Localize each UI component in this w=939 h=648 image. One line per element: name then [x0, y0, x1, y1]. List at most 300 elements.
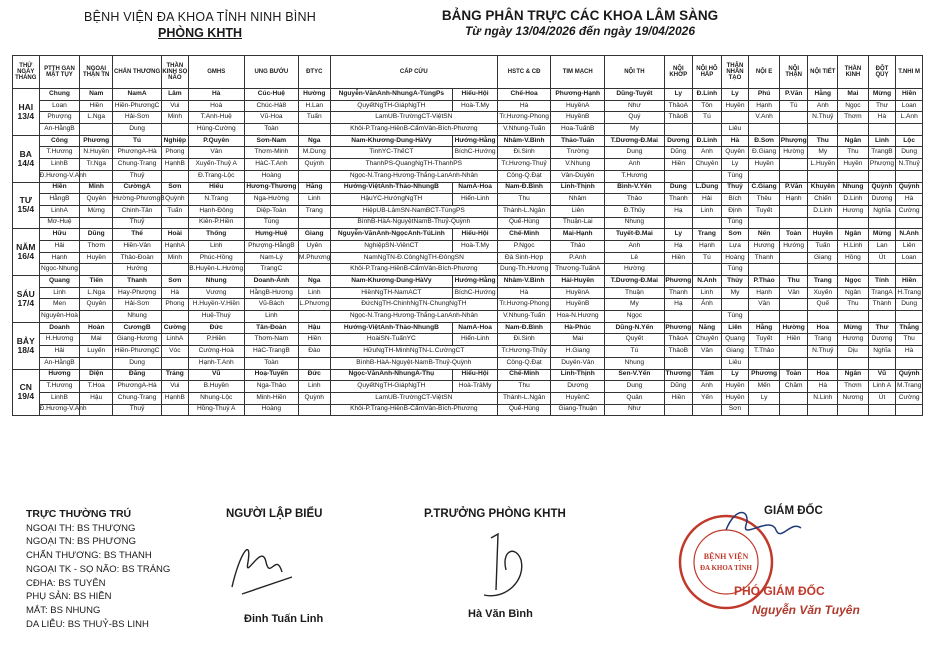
duty-cell: Lâm — [162, 89, 189, 101]
column-header: HSTC & CĐ — [498, 56, 551, 89]
table-row — [13, 124, 923, 136]
duty-cell: Sơn — [162, 276, 189, 288]
duty-cell: Hoàng — [721, 252, 749, 264]
duty-cell — [693, 311, 722, 323]
duty-cell: Bình-V.Yến — [605, 182, 664, 194]
duty-cell — [664, 124, 693, 136]
duty-cell: Tính — [868, 276, 896, 288]
duty-cell — [808, 217, 838, 229]
duty-cell — [298, 404, 330, 416]
duty-cell: Tr.Hương-Phong — [498, 112, 551, 124]
duty-cell: Phương-Hạnh — [551, 89, 605, 101]
resident-duty-line: MẮT: BS NHUNG — [26, 604, 101, 616]
duty-cell: TrangB — [868, 147, 896, 159]
table-row — [13, 182, 923, 194]
duty-cell: T.Hoa — [80, 381, 113, 393]
duty-cell: Chung-Trang — [113, 159, 162, 171]
day-cell — [13, 276, 40, 323]
duty-cell: Thơm — [838, 112, 869, 124]
duty-cell: Tùng — [721, 311, 749, 323]
duty-cell: Dung — [605, 381, 664, 393]
duty-cell: N.Thuỷ — [808, 112, 838, 124]
duty-cell: Đà Sinh-Hợp — [498, 252, 551, 264]
duty-cell: Hằng — [749, 322, 780, 334]
duty-cell — [896, 217, 923, 229]
duty-cell: HằngB-Hương — [244, 287, 298, 299]
duty-cell: Hương — [749, 240, 780, 252]
duty-cell: Thanh — [664, 287, 693, 299]
duty-cell: Ngọc — [838, 100, 869, 112]
duty-cell: Quỳnh — [896, 182, 923, 194]
duty-cell: T.Anh-Huệ — [188, 112, 244, 124]
duty-cell: T.Thảo — [749, 346, 780, 358]
duty-cell — [868, 311, 896, 323]
duty-cell: PhươngA-Hà — [113, 381, 162, 393]
duty-cell: Thư — [868, 100, 896, 112]
duty-cell — [808, 357, 838, 369]
duty-cell: Định — [721, 205, 749, 217]
duty-cell: Hạnh — [779, 194, 808, 206]
duty-cell: Thắng — [896, 322, 923, 334]
duty-cell: Đ.Giang — [749, 147, 780, 159]
duty-cell — [721, 299, 749, 311]
duty-cell: Hà — [896, 346, 923, 358]
duty-cell: Thu — [498, 194, 551, 206]
duty-cell — [779, 311, 808, 323]
duty-cell: Tr.Nga — [80, 159, 113, 171]
duty-cell: Đ.Linh — [693, 89, 722, 101]
duty-cell: Hằng — [808, 89, 838, 101]
duty-cell: Đ.Linh — [693, 135, 722, 147]
duty-cell: Duyên-Vân — [551, 357, 605, 369]
day-label: HAI — [18, 101, 34, 112]
duty-cell: CươngB — [113, 322, 162, 334]
column-header: ĐỘT QUỴ — [868, 56, 896, 89]
duty-cell: Hoa-N.Hương — [551, 311, 605, 323]
duty-cell — [838, 404, 869, 416]
duty-cell: Xuyến-Thuỷ A — [188, 159, 244, 171]
duty-cell: Phượng-HằngB — [244, 240, 298, 252]
duty-cell: Hiền-Vân — [113, 240, 162, 252]
duty-cell: Chiến — [808, 194, 838, 206]
duty-cell: Thuận-Lai — [551, 217, 605, 229]
duty-cell: HoàiSN-TuấnYC — [330, 334, 453, 346]
duty-cell: TrangC — [244, 264, 298, 276]
duty-cell: Quyết — [605, 334, 664, 346]
duty-cell: Dũng — [80, 229, 113, 241]
svg-text:BỆNH VIỆN: BỆNH VIỆN — [703, 552, 749, 561]
duty-cell: Trang — [808, 334, 838, 346]
duty-cell: Khôi-P.Trang-HiềnB-CẩmVân-Bích-Phương — [330, 264, 497, 276]
duty-cell: Năng — [693, 322, 722, 334]
duty-cell — [298, 264, 330, 276]
duty-cell: Ngọc-N.Trang-Hương-Thắng-LanAnh-Nhân — [330, 170, 497, 182]
duty-cell: My — [808, 147, 838, 159]
duty-cell: BìnhB-HàA-Nguyệt-NamB-Thuỷ-Quỳnh — [330, 357, 497, 369]
duty-cell — [838, 357, 869, 369]
duty-cell: Quế — [808, 299, 838, 311]
duty-cell: Hường — [779, 147, 808, 159]
duty-cell — [749, 311, 780, 323]
duty-cell — [779, 170, 808, 182]
table-row — [13, 89, 923, 101]
duty-cell: Nguyên-Hoà — [39, 311, 80, 323]
column-header: NỘI HÔ HẤP — [693, 56, 722, 89]
duty-cell: Dũng — [664, 147, 693, 159]
duty-cell: Hay-Phượng — [113, 287, 162, 299]
duty-cell: B.Huyền-L.Hường — [188, 264, 244, 276]
duty-cell: Thuận — [605, 287, 664, 299]
header-right — [430, 8, 730, 38]
duty-cell: Hướng-ViệtAnh-Thảo-NhungB — [330, 322, 453, 334]
duty-cell: Thành-L.Ngân — [498, 392, 551, 404]
duty-cell: Hiền — [664, 392, 693, 404]
duty-cell: Thủy — [721, 276, 749, 288]
duty-cell: Vân — [779, 287, 808, 299]
duty-cell — [779, 404, 808, 416]
duty-cell: Linh — [298, 381, 330, 393]
duty-cell: Hoa-TuấnB — [551, 124, 605, 136]
duty-cell: Vui — [162, 100, 189, 112]
duty-cell: V.Anh — [749, 112, 780, 124]
duty-cell — [868, 124, 896, 136]
duty-cell: Dung — [113, 124, 162, 136]
duty-cell: HuyềnB — [551, 299, 605, 311]
table-row — [13, 170, 923, 182]
duty-cell: Thu — [498, 381, 551, 393]
duty-cell: Khôi-P.Trang-HiềnB-CẩmVân-Bích-Phương — [330, 124, 497, 136]
day-label: NĂM — [16, 242, 36, 253]
duty-cell: Hướng — [113, 264, 162, 276]
duty-cell — [162, 311, 189, 323]
duty-cell: Hạ — [664, 205, 693, 217]
duty-cell: Quyên — [721, 147, 749, 159]
duty-cell: H.Huyền-V.Hiền — [188, 299, 244, 311]
duty-cell: Dịu — [838, 346, 869, 358]
column-header: UNG BƯỚU — [244, 56, 298, 89]
duty-cell: Thương — [664, 369, 693, 381]
duty-cell: T.Hương — [39, 147, 80, 159]
duty-cell: LinhA — [162, 334, 189, 346]
director-title: GIÁM ĐỐC — [764, 505, 823, 517]
duty-cell: V.Nhung — [551, 159, 605, 171]
duty-cell: Tuyết — [749, 205, 780, 217]
duty-cell: HàC-TrangB — [244, 346, 298, 358]
duty-cell: NamNgTN-Đ.CôngNgTH-ĐôngSN — [330, 252, 497, 264]
resident-duty-line: NGOẠI TN: BS PHƯƠNG — [26, 536, 137, 548]
duty-cell: Nương — [838, 392, 869, 404]
duty-cell: Nghiệp — [162, 135, 189, 147]
duty-cell: Tuấn — [162, 205, 189, 217]
duty-cell: Nam — [80, 89, 113, 101]
duty-cell: Hoàn — [80, 322, 113, 334]
duty-cell: Hướng-Hằng — [453, 135, 498, 147]
duty-cell: Cường — [896, 392, 923, 404]
duty-cell: Đ.Hương-V.Anh — [39, 170, 80, 182]
duty-cell: Nhung — [838, 182, 869, 194]
duty-cell: NghiệpSN-ViênCT — [330, 240, 453, 252]
duty-cell: Linh — [298, 287, 330, 299]
vice-director-name: Nguyễn Văn Tuyên — [752, 603, 860, 617]
duty-cell: Hiếu-Hội — [453, 229, 498, 241]
duty-cell: Linh — [188, 240, 244, 252]
duty-cell: V.Nhung-Tuấn — [498, 311, 551, 323]
duty-cell — [838, 264, 869, 276]
duty-cell: Thảo-Tuấn — [551, 135, 605, 147]
duty-cell: An-HằngB — [39, 357, 80, 369]
duty-cell: V.Nhung-Tuấn — [498, 124, 551, 136]
duty-cell: NamA-Hoa — [453, 322, 498, 334]
duty-cell: Mai — [551, 334, 605, 346]
duty-cell: M.Trang — [896, 381, 923, 393]
duty-cell: Thuỷ — [113, 217, 162, 229]
duty-cell: LamUB-TrườngCT-ViệtSN — [330, 112, 497, 124]
duty-cell — [664, 311, 693, 323]
duty-cell: Chế-Hoa — [498, 89, 551, 101]
duty-cell: Tú — [605, 346, 664, 358]
table-row — [13, 194, 923, 206]
duty-cell: Dung — [664, 182, 693, 194]
duty-table — [12, 55, 923, 416]
duty-cell: ĐứcNgTH-ChinhNgTN-ChungNgTH — [330, 299, 497, 311]
duty-cell: Hoàng — [244, 404, 298, 416]
duty-cell: Loan — [896, 100, 923, 112]
duty-cell: Nga — [298, 276, 330, 288]
duty-cell: Tuyết-Đ.Mai — [605, 229, 664, 241]
duty-cell: Tr.Hương-Thuỷ — [498, 159, 551, 171]
column-header: THẦN KINH — [838, 56, 869, 89]
duty-cell: Hướng — [779, 240, 808, 252]
duty-cell: Đ.Sơn — [749, 135, 780, 147]
duty-cell: Thuỷ — [721, 182, 749, 194]
table-row — [13, 404, 923, 416]
duty-cell: H.Trang — [896, 287, 923, 299]
day-date: 16/4 — [17, 251, 35, 262]
duty-cell: Sơn-Nam — [244, 135, 298, 147]
duty-cell: Nam-Khương-Dung-HàVy — [330, 135, 453, 147]
duty-cell: Nam-Đ.Bình — [498, 182, 551, 194]
duty-cell: Hiền — [298, 334, 330, 346]
duty-cell: Quân — [605, 392, 664, 404]
duty-cell: TrangA — [868, 287, 896, 299]
duty-cell: ThảoB — [664, 112, 693, 124]
duty-cell: Mai-Hạnh — [551, 229, 605, 241]
duty-cell — [298, 311, 330, 323]
duty-cell — [721, 112, 749, 124]
duty-cell — [298, 170, 330, 182]
duty-cell: Hồng-Thuý A — [188, 404, 244, 416]
duty-cell: Vân — [693, 346, 722, 358]
duty-cell: Tuấn — [298, 112, 330, 124]
duty-cell: Thuỷ — [113, 170, 162, 182]
duty-cell: Thảo — [605, 194, 664, 206]
duty-cell: T.Dương-Đ.Mai — [605, 276, 664, 288]
duty-cell: Hà — [808, 381, 838, 393]
duty-cell: Tôn — [693, 100, 722, 112]
column-header: NỘI E — [749, 56, 780, 89]
duty-cell — [896, 264, 923, 276]
duty-cell: Huệ-Thuý — [188, 311, 244, 323]
duty-cell: Ngân — [838, 287, 869, 299]
table-row — [13, 264, 923, 276]
duty-cell: Anh — [605, 159, 664, 171]
duty-cell: Vóc — [162, 346, 189, 358]
duty-cell — [808, 311, 838, 323]
duty-cell: Tú — [779, 100, 808, 112]
duty-cell: N.Thuỷ — [896, 159, 923, 171]
duty-cell: Hiền — [896, 276, 923, 288]
duty-cell: Huyền — [721, 392, 749, 404]
duty-cell: HạnhA — [162, 240, 189, 252]
duty-cell: Sơn — [721, 404, 749, 416]
duty-cell: Nghĩa — [868, 205, 896, 217]
duty-cell: Hiếu — [188, 182, 244, 194]
duty-cell: Quang — [721, 334, 749, 346]
duty-cell: Ly — [721, 89, 749, 101]
duty-cell: Đi.Sinh — [498, 147, 551, 159]
duty-cell: LinhB — [39, 392, 80, 404]
header-left — [60, 10, 340, 40]
duty-cell: P.Anh — [551, 252, 605, 264]
duty-cell: Phương — [664, 276, 693, 288]
duty-cell — [693, 170, 722, 182]
table-row — [13, 311, 923, 323]
duty-cell — [779, 124, 808, 136]
date-range: Từ ngày 13/04/2026 đến ngày 19/04/2026 — [464, 24, 696, 38]
duty-cell — [779, 346, 808, 358]
duty-cell: Anh — [693, 147, 722, 159]
duty-cell: Hoà-T.My — [453, 240, 498, 252]
duty-cell: Toàn — [779, 369, 808, 381]
document-title: BẢNG PHÂN TRỰC CÁC KHOA LÂM SÀNG — [441, 8, 719, 23]
duty-cell: Nghĩa — [868, 346, 896, 358]
duty-cell: Anh — [693, 381, 722, 393]
duty-cell: Thơm-Nam — [244, 334, 298, 346]
duty-cell: Đức — [188, 322, 244, 334]
duty-cell: HiệpUB-LâmSN-NamBCT-TùngPS — [330, 205, 497, 217]
duty-cell: Thể — [113, 229, 162, 241]
table-row — [13, 287, 923, 299]
table-row — [13, 159, 923, 171]
duty-cell: Phượng — [39, 112, 80, 124]
duty-cell — [80, 264, 113, 276]
column-header: THỨ NGÀY THÁNG — [13, 56, 40, 89]
duty-cell: Hoà — [188, 100, 244, 112]
table-row — [13, 135, 923, 147]
duty-cell: Huyền — [80, 252, 113, 264]
duty-cell — [749, 124, 780, 136]
table-row — [13, 346, 923, 358]
duty-cell: Hà — [868, 112, 896, 124]
duty-cell: LinhA — [39, 205, 80, 217]
duty-cell: P.Văn — [779, 182, 808, 194]
duty-cell — [664, 404, 693, 416]
duty-cell — [779, 205, 808, 217]
duty-cell: Giang-Hương — [113, 334, 162, 346]
table-row — [13, 357, 923, 369]
duty-cell: Hằng — [298, 182, 330, 194]
duty-cell — [779, 252, 808, 264]
duty-cell: C.Giang — [749, 182, 780, 194]
duty-cell: Phú — [749, 89, 780, 101]
duty-cell: Tuấn — [808, 240, 838, 252]
duty-cell: Phúc-Hồng — [188, 252, 244, 264]
duty-cell: T.Hương — [605, 170, 664, 182]
duty-cell — [808, 124, 838, 136]
duty-cell: Mừng — [868, 229, 896, 241]
duty-cell: Ly — [749, 392, 780, 404]
duty-cell: HữuNgTH-MinhNgTN-L.CườngCT — [330, 346, 497, 358]
duty-cell: Thu — [896, 334, 923, 346]
duty-cell: Út — [868, 392, 896, 404]
duty-cell: Lựa — [721, 240, 749, 252]
duty-cell: ThanhPS-QuangNgTH-ThanhPS — [330, 159, 497, 171]
duty-cell — [693, 264, 722, 276]
svg-text:ĐA KHOA TỈNH: ĐA KHOA TỈNH — [700, 564, 752, 572]
duty-cell: L.Nga — [80, 112, 113, 124]
duty-cell: HuyềnA — [551, 287, 605, 299]
duty-cell: Hà — [498, 287, 551, 299]
duty-cell: HiềnNgTH-NamACT — [330, 287, 453, 299]
duty-cell: HàC-T.Anh — [244, 159, 298, 171]
duty-cell: Nhâm-V.Bình — [498, 135, 551, 147]
duty-cell: Anh — [808, 100, 838, 112]
column-header: CẤP CỨU — [330, 56, 497, 89]
column-header: T.NHI M — [896, 56, 923, 89]
duty-cell: Quỳnh — [896, 369, 923, 381]
duty-cell: Hà — [896, 194, 923, 206]
duty-cell — [838, 124, 869, 136]
duty-cell: Hoà-TrâMy — [453, 381, 498, 393]
duty-cell: Lê — [605, 252, 664, 264]
duty-cell: Chúc-Hà8 — [244, 100, 298, 112]
duty-cell — [162, 357, 189, 369]
duty-cell: H.Giang — [551, 346, 605, 358]
duty-cell: Linh — [244, 311, 298, 323]
duty-cell: Thu — [779, 276, 808, 288]
duty-cell: Phương — [749, 369, 780, 381]
duty-cell — [162, 124, 189, 136]
duty-cell: N.Linh — [808, 392, 838, 404]
director-signature — [716, 500, 806, 550]
duty-cell: BíchC-Hướng — [453, 147, 498, 159]
duty-cell: Quý — [605, 112, 664, 124]
duty-cell: Tú — [113, 135, 162, 147]
duty-cell: H.Linh — [838, 240, 869, 252]
duty-cell: Hưng-Huệ — [244, 229, 298, 241]
duty-cell — [693, 124, 722, 136]
duty-cell: Quỳnh — [298, 159, 330, 171]
duty-cell: L.Huyền — [808, 159, 838, 171]
vice-director-title: PHÓ GIÁM ĐỐC — [734, 584, 825, 598]
duty-cell: Mừng — [868, 89, 896, 101]
duty-cell: Quyên — [80, 299, 113, 311]
duty-cell: Hải — [693, 194, 722, 206]
day-cell — [13, 182, 40, 229]
duty-cell: Thanh — [749, 252, 780, 264]
duty-cell: Hường — [298, 89, 330, 101]
duty-cell: Chung — [39, 89, 80, 101]
duty-cell: Phong — [162, 147, 189, 159]
duty-cell — [162, 264, 189, 276]
duty-cell: HạnhB — [162, 159, 189, 171]
duty-cell — [298, 217, 330, 229]
duty-cell: Hoàng — [244, 170, 298, 182]
duty-cell: Đào — [298, 346, 330, 358]
duty-cell: Linh — [868, 135, 896, 147]
duty-cell: ThảoA — [664, 334, 693, 346]
duty-cell: Hà — [721, 135, 749, 147]
